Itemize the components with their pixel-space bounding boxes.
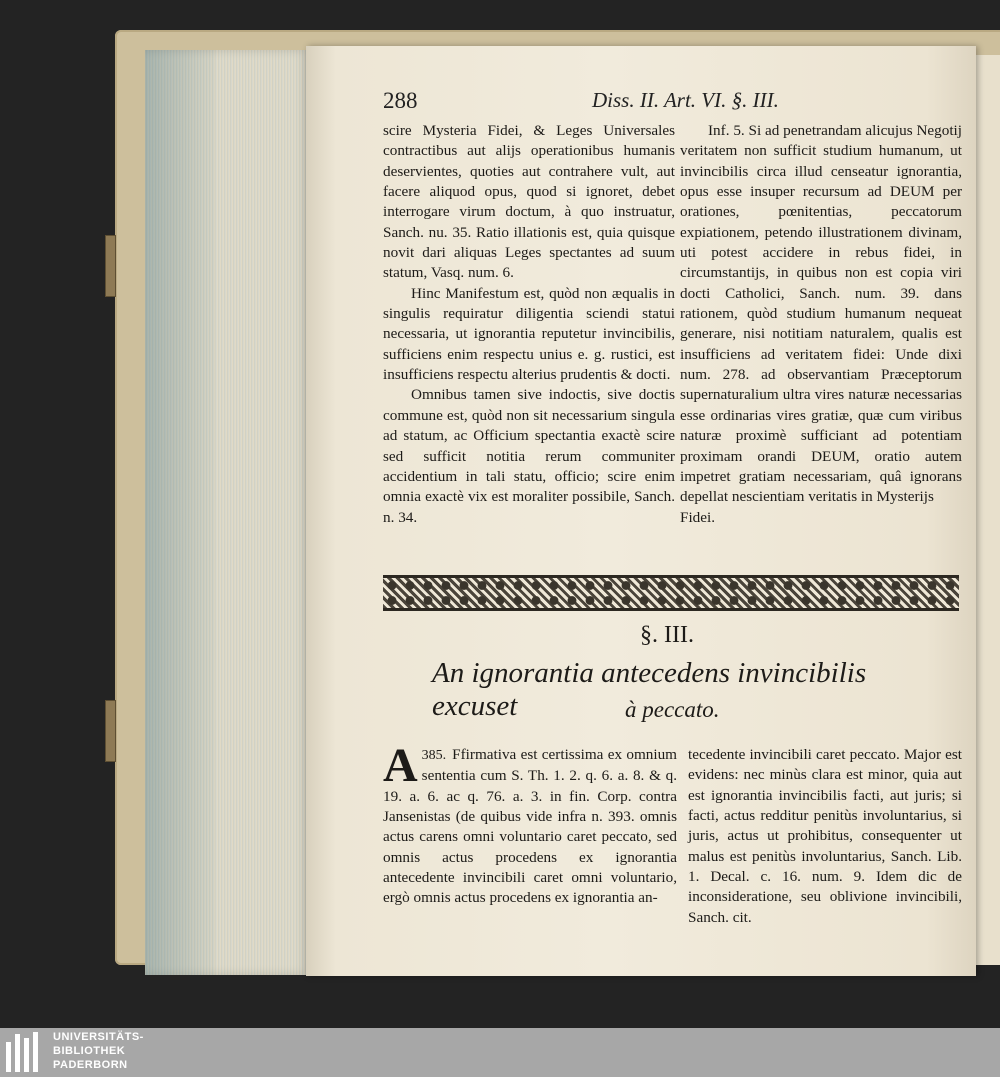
- paragraph: Inf. 5. Si ad penetrandam alicujus Negotij veritatem non sufficit studium humanum, ut invincibilis circa illud censeatur ignorantia, opus esse insuper recursum ad DEUM per orationes, pœnitentias, peccatorum expiationem, petendo illustrationem divinam, uti potest accidere in rebus fidei, in circumstantijs, in quibus non est copia viri docti Catholici, Sanch. num. 39. dans rationem, quòd studium humanum nequeat generare, nisi notitiam naturalem, qualis est insufficiens ad veritatem fidei: Unde dixi num. 278. ad observantiam Præceptorum supernaturalium ultra vires naturæ necessarias esse ordinarias vires gratiæ, quæ cum viribus naturæ proximè sufficiant ad potentiam proximam orandi DEUM, oratio autem impetret gratiam necessariam, quâ ignorans depellat nescientiam veritatis in Mysterijs: [680, 122, 962, 506]
- clasp-upper: [105, 235, 116, 297]
- facing-page-edge: [974, 55, 1000, 965]
- library-footer: [0, 1028, 1000, 1077]
- paragraph: tecedente invincibili caret peccato. Major est evidens: nec minùs clara est minor, quia aut est ignorantia invincibilis facti, aut juris; si facti, actus redditur penitùs involuntarius, si juris, actus ut prohibitus, consequenter ut malus est penitùs involuntarius, Sanch. Lib. 1. Decal. c. 16. num. 9. Idem dic de inconsideratione, seu oblivione invincibili, Sanch. cit.: [688, 746, 962, 926]
- left-column: [383, 121, 675, 528]
- ornamental-divider: [383, 575, 959, 611]
- library-name-line3: PADERBORN: [53, 1059, 128, 1071]
- paragraph: Hinc Manifestum est, quòd non æqualis in singulis requiratur diligentia sciendi statui necessaria, ut ignorantia reputetur invincibilis, sufficiens enim respectu unius e. g. rustici, est insufficiens respectu alterius prudentis & docti.: [383, 284, 675, 384]
- section-title: An ignorantia antecedens invincibilis excuset: [432, 657, 867, 722]
- running-head: Diss. II. Art. VI. §. III.: [592, 88, 779, 112]
- paragraph-end: Fidei.: [680, 508, 716, 526]
- section-number: §. III.: [640, 622, 694, 648]
- library-logo-icon: [6, 1032, 46, 1072]
- page-edges: [145, 50, 310, 975]
- paragraph: Omnibus tamen sive indoctis, sive doctis commune est, quòd non sit necessarium singula ad statum, ac Officium spectantia exactè scire sed sufficit notitia rerum communiter accidentium in tali statu, officio; scire enim omnia exactè vix est moraliter possibile, Sanch. n. 34.: [383, 386, 675, 526]
- right-column: [680, 121, 962, 528]
- section-right-column: [688, 745, 962, 928]
- paragraph-text: Ffirmativa est certissima ex omnium sententia cum S. Th. 1. 2. q. 6. a. 8. & q. 19. a. 6. ac q. 76. a. 3. in fin. Corp. contra Jansenistas (de quibus vide infra n. 393. omnis actus carens omni voluntario caret peccato, sed omnis actus procedens ex ignorantia antecedente invincibili caret omni voluntario, ergò omnis actus procedens ex ignorantia an-: [383, 746, 677, 907]
- library-name-line2: BIBLIOTHEK: [53, 1045, 126, 1057]
- paragraph: scire Mysteria Fidei, & Leges Universales contractibus aut alijs operationibus humanis deservientes, quoties aut contrahere vult, aut facere aliquod opus, quod si ignoret, debet interrogare virum doctum, à quo instruatur, Sanch. nu. 35. Ratio illationis est, quia quisque novit dari aliquas Leges spectantes ad suum statum, Vasq. num. 6.: [383, 122, 675, 282]
- paragraph-385: [383, 739, 677, 909]
- library-name-line1: UNIVERSITÄTS-: [53, 1031, 144, 1043]
- drop-cap: A: [383, 739, 418, 792]
- section-left-column: [383, 739, 677, 909]
- section-title-line2: à peccato.: [625, 697, 720, 722]
- paragraph-number: 385.: [421, 748, 447, 763]
- clasp-lower: [105, 700, 116, 762]
- page-number: 288: [383, 88, 418, 113]
